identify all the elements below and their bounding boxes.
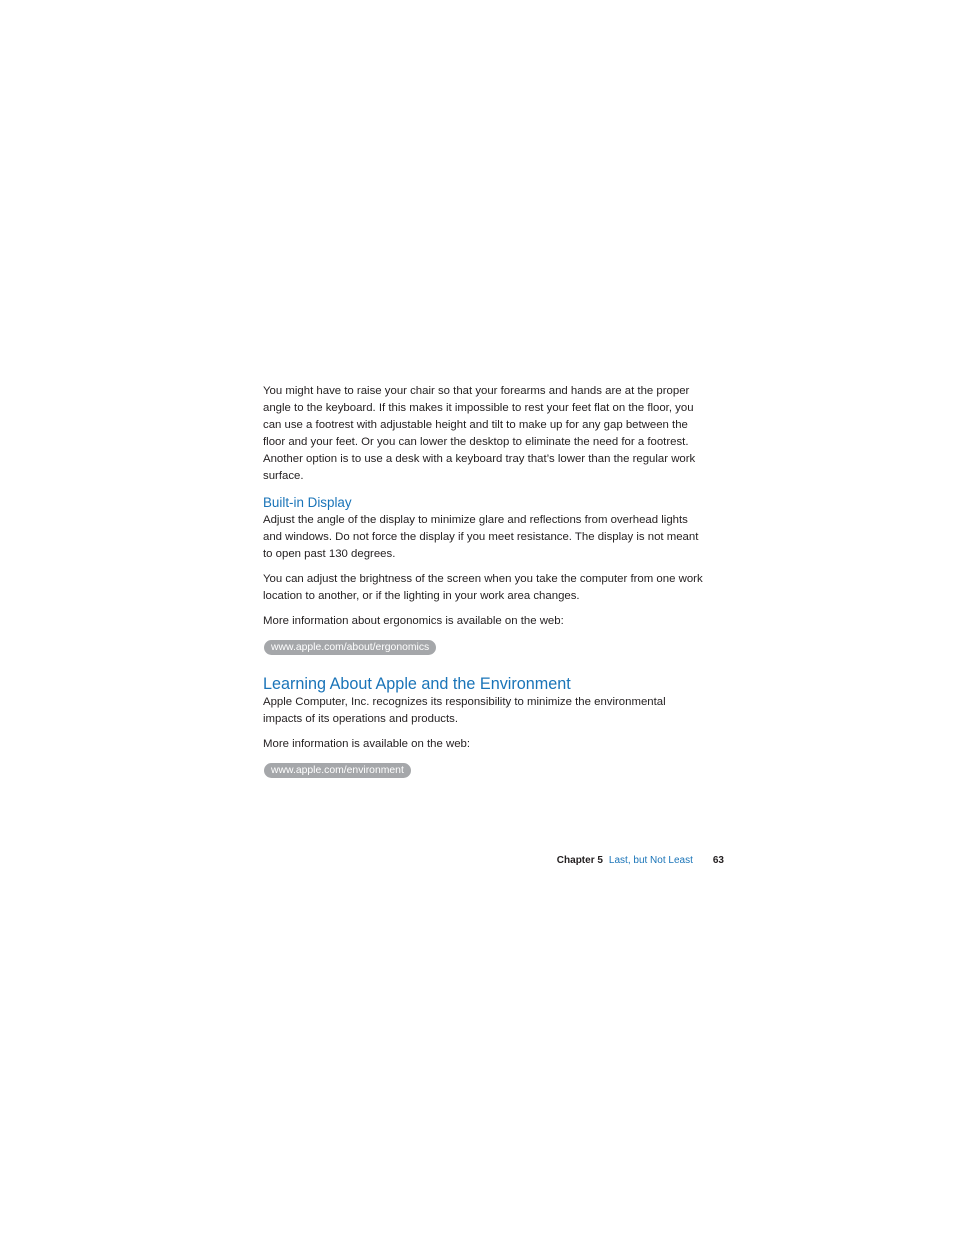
display-paragraph-2: You can adjust the brightness of the screen when you take the computer from one work location to another, or if the lighting in your work area changes. xyxy=(263,573,703,602)
display-paragraph-1: Adjust the angle of the display to minimize glare and reflections from overhead lights and windows. Do not force the display if you meet resistance. The display is not meant to open past 130 degrees. xyxy=(263,514,699,560)
built-in-display-heading: Built-in Display xyxy=(263,495,352,510)
footer-chapter-title: Last, but Not Least xyxy=(608,855,693,866)
environment-url-link[interactable]: www.apple.com/environment xyxy=(264,763,411,778)
environment-paragraph-2: More information is available on the web: xyxy=(263,738,471,750)
ergonomics-url-link[interactable]: www.apple.com/about/ergonomics xyxy=(264,640,436,655)
page-content xyxy=(263,383,703,778)
environment-heading: Learning About Apple and the Environment xyxy=(263,675,571,693)
environment-paragraph-1: Apple Computer, Inc. recognizes its responsibility to minimize the environmental impacts of its operations and products. xyxy=(263,696,666,725)
footer-chapter-label: Chapter 5 xyxy=(556,855,603,866)
footer-page-number: 63 xyxy=(712,855,724,866)
page-footer xyxy=(557,854,724,867)
display-paragraph-3: More information about ergonomics is available on the web: xyxy=(263,615,564,627)
intro-paragraph: You might have to raise your chair so that your forearms and hands are at the proper angle to the keyboard. If this makes it impossible to rest your feet flat on the floor, you can use a footrest with adjustable height and tilt to make up for any gap between the floor and your feet. Or you can lower the desktop to eliminate the need for a footrest. Another option is to use a desk with a keyboard tray that’s lower than the regular work surface. xyxy=(263,385,696,482)
